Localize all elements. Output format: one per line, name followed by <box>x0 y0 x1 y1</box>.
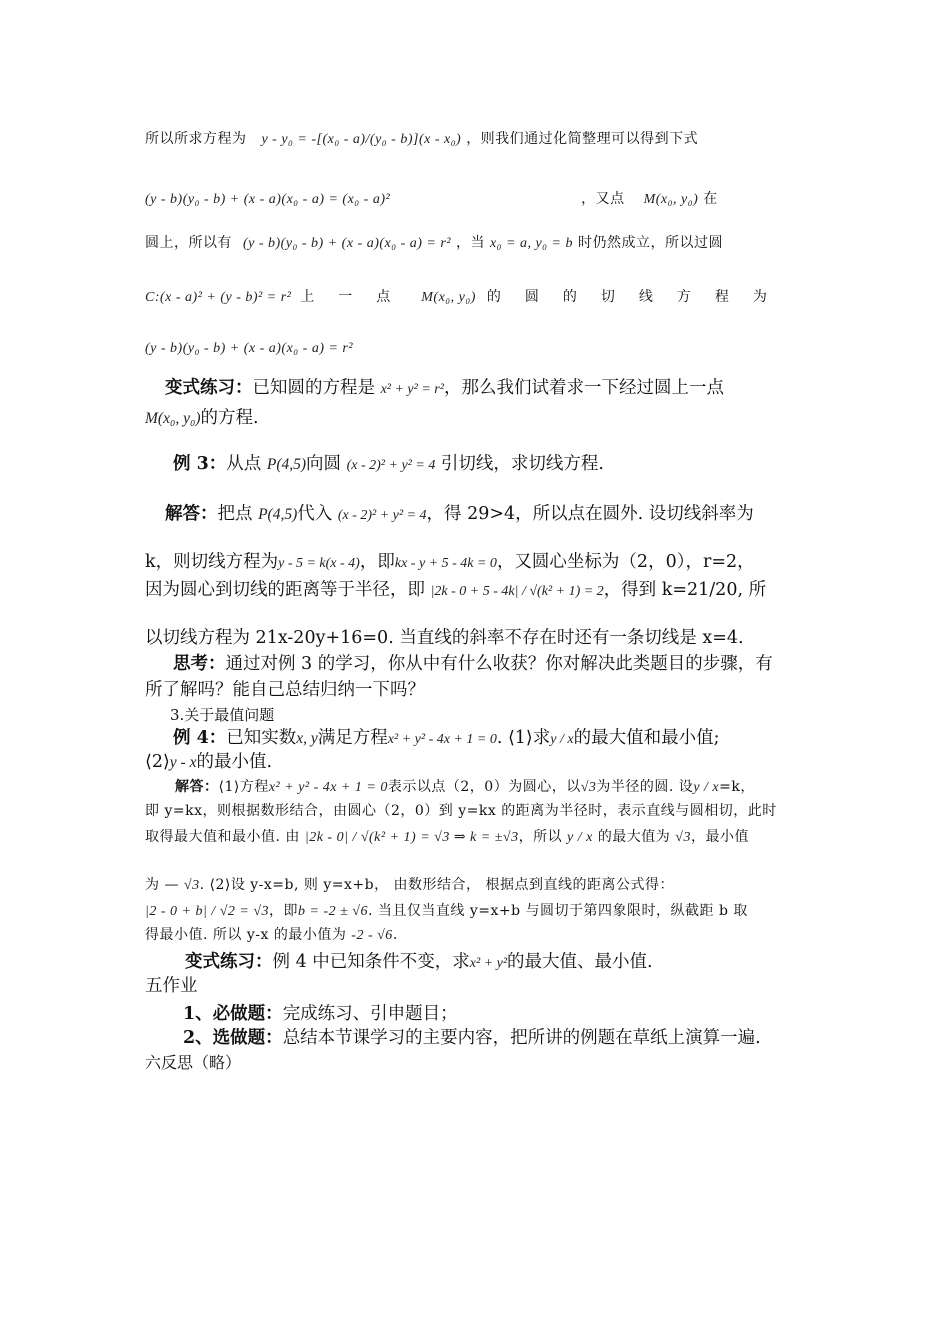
solution-4 <box>145 776 755 796</box>
formula: kx - y + 5 - 4k = 0 <box>394 556 497 571</box>
homework-label: 1、必做题： <box>183 1004 283 1024</box>
think-paragraph <box>145 650 773 675</box>
text: ，得 29>4，所以点在圆外. 设切线斜率为 <box>426 504 754 524</box>
text: 所以所求方程为 <box>145 131 247 147</box>
formula: (y - b)(y₀ - b) + (x - a)(x₀ - a) = r² <box>242 236 452 251</box>
text: 取得最大值和最小值. 由 <box>145 829 300 845</box>
text: 表示以点（2，0）为圆心，以 <box>387 779 581 795</box>
text: 的最大值、最小值. <box>507 952 653 972</box>
text: 得最小值. 所以 y-x 的最小值为 <box>145 927 347 943</box>
text: 在 <box>703 191 718 207</box>
text: 引切线，求切线方程. <box>440 454 604 474</box>
text: ，所以 <box>518 829 563 845</box>
example-label: 例 4： <box>173 728 227 748</box>
section-title: 3.关于最值问题 <box>170 706 275 724</box>
text: ，最小值 <box>690 829 749 845</box>
text: 通过对例 3 的学习，你从中有什么收获？你对解决此类题目的步骤，有 <box>225 654 773 674</box>
para-tangent-statement <box>145 286 791 306</box>
text: ，得到 k=21/20, 所 <box>603 580 767 600</box>
exercise-label: 变式练习： <box>185 952 273 972</box>
text: 的最大值和最小值; <box>573 728 720 748</box>
formula: y - x <box>169 754 197 771</box>
solution-4-line-2 <box>145 800 777 820</box>
text: . 当且仅当直线 y=x+b 与圆切于第四象限时，纵截距 b 取 <box>368 903 748 919</box>
exercise-label: 变式练习： <box>165 378 253 398</box>
text: k，则切线方程为 <box>145 552 279 572</box>
solution-4-line-3 <box>145 826 749 846</box>
formula: (x - 2)² + y² = 4 <box>337 508 427 523</box>
solution-label: 解答： <box>165 504 218 524</box>
text: 的圆的切线方程为 <box>486 289 791 305</box>
formula: (y - b)(y₀ - b) + (x - a)(x₀ - a) = r² <box>145 341 354 356</box>
example-3 <box>145 450 604 475</box>
text: ，又点 <box>581 191 625 207</box>
text: ，即 <box>269 903 299 919</box>
example-4 <box>145 724 720 749</box>
text: 上一点 <box>300 289 415 305</box>
text: ，又圆心坐标为（2，0），r=2， <box>496 552 755 572</box>
formula: |2k - 0 + 5 - 4k| / √(k² + 1) = 2 <box>430 584 604 599</box>
formula: |2k - 0| / √(k² + 1) = √3 ⇒ k = ±√3 <box>304 830 519 845</box>
text: . <box>392 927 398 943</box>
example-4-cont <box>145 748 272 773</box>
text: 从点 <box>226 454 262 474</box>
formula: y - y₀ = -[(x₀ - a)/(y₀ - b)](x - x₀) <box>261 132 462 147</box>
formula: P(4,5) <box>266 456 307 473</box>
text: 为半径的圆. 设 <box>596 779 694 795</box>
formula: P(4,5) <box>258 506 298 523</box>
formula: M(x₀, y₀) <box>421 290 476 305</box>
formula: -2 - √6 <box>351 928 393 943</box>
formula: M(x₀, y₀) <box>643 192 699 207</box>
solution-3-line-3 <box>145 576 766 601</box>
text: 的最大值为 <box>597 829 671 845</box>
formula: b = -2 ± √6 <box>298 904 368 919</box>
solution-3-line-2 <box>145 548 755 573</box>
example-label: 例 3： <box>173 454 227 474</box>
text: 的最小值. <box>196 752 273 772</box>
text: 即 y=kx，则根据数形结合，由圆心（2，0）到 y=kx 的距离为半径时，表示直线与圆相切，此时 <box>145 803 777 819</box>
solution-4-line-6 <box>145 924 398 944</box>
text: ，则我们通过化简整理可以得到下式 <box>466 131 699 147</box>
text: ，即 <box>359 552 395 572</box>
text: 因为圆心到切线的距离等于半径，即 <box>145 580 425 600</box>
homework-label: 2、选做题： <box>183 1028 283 1048</box>
formula: |2 - 0 + b| / √2 = √3 <box>145 904 270 919</box>
solution-3-line-4 <box>145 624 744 649</box>
para-simplified-equation <box>145 188 718 208</box>
formula: x² + y² <box>469 956 508 971</box>
formula: M(x₀, y₀) <box>145 410 201 427</box>
formula: (x - 2)² + y² = 4 <box>346 458 436 473</box>
variation-exercise-1 <box>145 374 724 399</box>
section-title-extremum <box>170 704 274 725</box>
section-title: 六反思（略） <box>145 1053 242 1072</box>
formula: √3 <box>580 780 597 795</box>
text: 总结本节课学习的主要内容，把所讲的例题在草纸上演算一遍. <box>282 1028 761 1048</box>
text: 完成练习、引申题目； <box>282 1004 458 1024</box>
text: 代入 <box>297 504 333 524</box>
think-paragraph-cont <box>145 676 425 701</box>
solution-4-line-5 <box>145 900 748 920</box>
para-on-circle <box>145 232 723 252</box>
formula: y / x <box>567 830 593 845</box>
text: 例 4 中已知条件不变，求 <box>272 952 470 972</box>
text: 为 — <box>145 877 179 893</box>
text: 已知实数 <box>226 728 297 748</box>
formula: y / x <box>550 732 574 747</box>
solution-label: 解答： <box>175 779 219 795</box>
text: =k， <box>719 779 755 795</box>
text: 满足方程 <box>317 728 388 748</box>
homework-required <box>145 1000 458 1025</box>
text: . ⟨1⟩求 <box>496 728 551 748</box>
para-equation-intro <box>145 128 698 148</box>
formula: x, y <box>296 730 318 747</box>
text: 的方程. <box>200 408 259 428</box>
text: 已知圆的方程是 <box>252 378 375 398</box>
text: 所了解吗？能自己总结归纳一下吗？ <box>145 680 425 700</box>
text: 向圆 <box>306 454 342 474</box>
text: ⟨1⟩方程 <box>218 779 269 795</box>
formula: √3 <box>183 878 200 893</box>
section-title-homework <box>145 972 198 997</box>
text: . ⟨2⟩设 y-x=b, 则 y=x+b， 由数形结合， 根据点到直线的距离公式得： <box>199 877 674 893</box>
text: ⟨2⟩ <box>145 752 170 772</box>
formula: x² + y² - 4x + 1 = 0 <box>268 780 388 795</box>
formula: x² + y² - 4x + 1 = 0 <box>387 732 497 747</box>
formula: y - 5 = k(x - 4) <box>278 556 360 571</box>
para-tangent-equation <box>145 340 353 357</box>
formula: √3 <box>675 830 691 845</box>
solution-3 <box>145 500 754 525</box>
text: 时仍然成立，所以过圆 <box>577 235 723 251</box>
solution-4-line-4 <box>145 874 674 894</box>
variation-exercise-1-cont <box>145 404 259 429</box>
text: ，那么我们试着求一下经过圆上一点 <box>443 378 724 398</box>
formula: C:(x - a)² + (y - b)² = r² <box>145 290 292 305</box>
text: 把点 <box>217 504 253 524</box>
formula: x² + y² = r² <box>380 382 444 397</box>
section-title: 五作业 <box>145 976 198 996</box>
text: 圆上，所以有 <box>145 235 232 251</box>
text: 以切线方程为 21x-20y+16=0. 当直线的斜率不存在时还有一条切线是 x=4. <box>145 628 744 648</box>
section-title-reflection <box>145 1050 241 1073</box>
think-label: 思考： <box>173 654 226 674</box>
formula: (y - b)(y₀ - b) + (x - a)(x₀ - a) = (x₀ - a)² <box>145 192 391 207</box>
formula: y / x <box>693 780 720 795</box>
variation-exercise-2 <box>145 948 653 973</box>
formula: x₀ = a, y₀ = b <box>489 236 573 251</box>
text: ，当 <box>455 235 485 251</box>
homework-optional <box>145 1024 761 1049</box>
